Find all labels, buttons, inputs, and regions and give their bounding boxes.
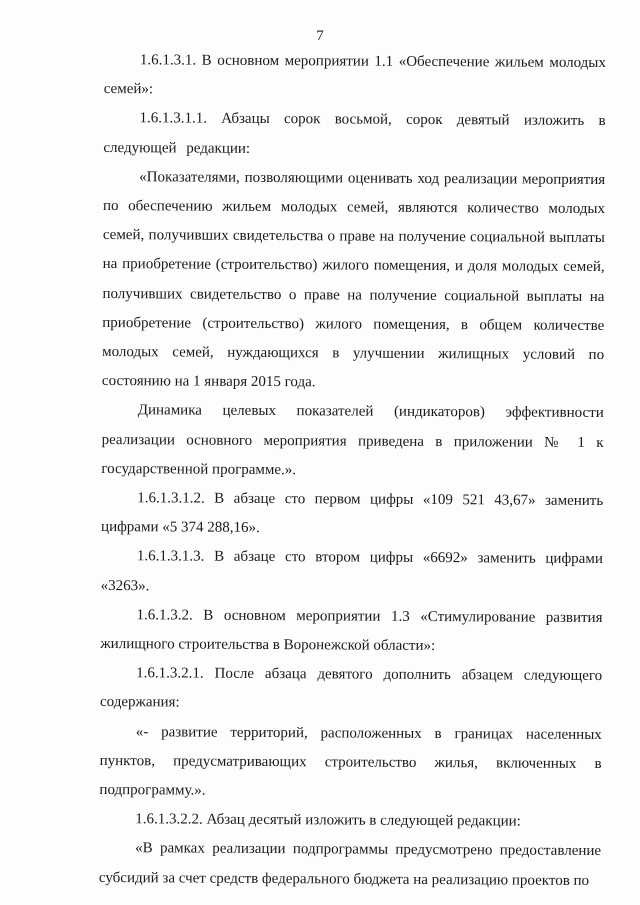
page-number: 7 bbox=[316, 28, 324, 44]
paragraph-1-6-1-3-1-2: 1.6.1.3.1.2. В абзаце сто первом цифры «109 521 43,67» заменить цифрами «5 374 288,16». bbox=[101, 490, 604, 537]
paragraph-dynamics: Динамика целевых показателей (индикаторов) эффективности реализации основного мероприятия приведена в приложении № 1 к государственной программе.». bbox=[101, 402, 604, 479]
paragraph-1-6-1-3-1: 1.6.1.3.1. В основном мероприятии 1.1 «Обеспечение жильем молодых семей»: bbox=[103, 52, 606, 98]
paragraph-1-6-1-3-2: 1.6.1.3.2. В основном мероприятии 1.3 «Стимулирование развития жилищного строительства в Воронежской области»: bbox=[100, 607, 603, 655]
paragraph-1-6-1-3-2-1: 1.6.1.3.2.1. После абзаца девятого дополнить абзацем следующего содержания: bbox=[99, 665, 603, 711]
paragraph-territory-development: «- развитие территорий, расположенных в границах населенных пунктов, предусматривающих строительство жилья, включенных в подпрограмму.». bbox=[99, 723, 602, 799]
paragraph-indicators: «Показателями, позволяющими оценивать ход реализации мероприятия по обеспечению жильем молодых семей, являются количество молодых семей, получивших свидетельства о праве на получение социальной выплаты на приобретение (строительство) жилого помещения, и доля молодых семей, получивших свидетельство о праве на получение социальной выплаты на приобретение (строительство) жилого помещения, в общем количестве молодых семей, нуждающихся в улучшении жилищных условий по состоянию на 1 января 2015 года. bbox=[101, 169, 606, 391]
document-body bbox=[99, 46, 606, 896]
paragraph-1-6-1-3-1-3: 1.6.1.3.1.3. В абзаце сто втором цифры «6692» заменить цифрами «3263». bbox=[100, 548, 603, 594]
paragraph-subsidies: «В рамках реализации подпрограммы предусмотрено предоставление субсидий за счет средств федерального бюджета на реализацию проектов по bbox=[98, 840, 602, 889]
paragraph-1-6-1-3-1-1: 1.6.1.3.1.1. Абзацы сорок восьмой, сорок девятый изложить в следующей редакции: bbox=[103, 110, 606, 157]
paragraph-1-6-1-3-2-2: 1.6.1.3.2.2. Абзац десятый изложить в следующей редакции: bbox=[135, 811, 521, 830]
